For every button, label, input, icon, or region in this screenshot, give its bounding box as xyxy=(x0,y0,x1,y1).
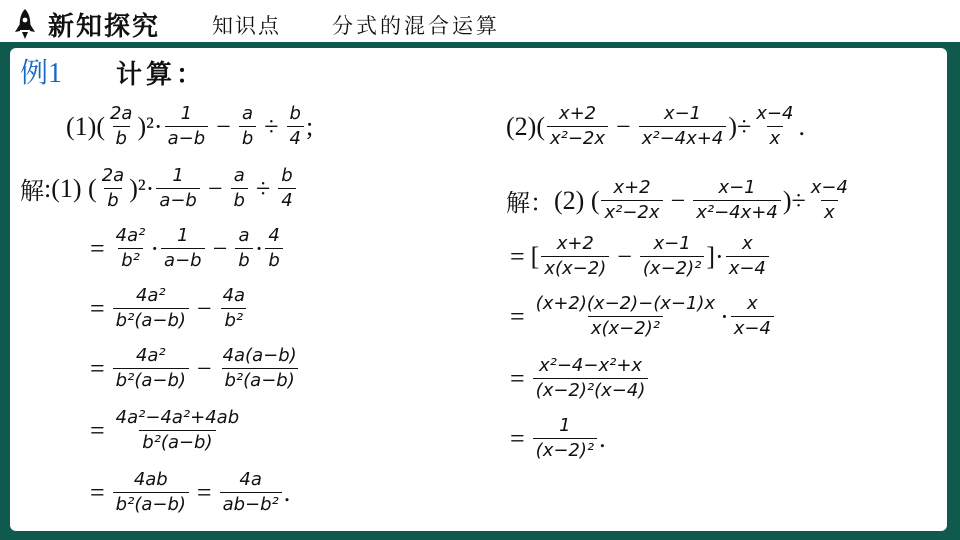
solution-1-step-5: = $\frac{\text{4a²−4a²+4ab}}{\text{b²(a−b)}}$ xyxy=(90,407,240,453)
solution-1-step-4: = $\frac{\text{4a²}}{\text{b²(a−b)}}$ − $\frac{4a(a-b)}{\text{b²(a−b)}}$ xyxy=(90,345,297,391)
header-bar xyxy=(0,0,960,46)
section-title: 新知探究 xyxy=(48,12,161,42)
content-panel xyxy=(10,48,947,531)
solution-1-step-2: = $\frac{\text{4a²}}{\text{b²}}$ · $\frac{1}{a-b}$ − $\frac{a}{b}$ · $\frac{4}{b}$ xyxy=(84,226,285,271)
problem-2: (2)( $\frac{x+2}{\text{x²−2x}}$ − $\frac{x-1}{\text{x²−4x+4}}$ )÷ $\frac{x-4}{x}$ . xyxy=(506,103,805,149)
rocket-icon xyxy=(12,8,38,40)
section-subtitle: 知识点 xyxy=(212,14,281,38)
solution-1-step-3: = $\frac{\text{4a²}}{\text{b²(a−b)}}$ − $\frac{4a}{\text{b²}}$ xyxy=(90,285,246,331)
solution-2-step-2: = [ $\frac{x+2}{x(x-2)}$ − $\frac{x-1}{\text{(x−2)²}}$ ]· $\frac{x}{x-4}$ xyxy=(504,234,771,279)
example-label: 例1 xyxy=(20,58,63,89)
header-divider xyxy=(0,42,960,46)
solution-2-step-3: = $\frac{(x+2)(x-2)-(x-1)x}{\text{x(x−2)²}}$ · $\frac{x}{x-4}$ xyxy=(504,294,776,339)
solution-1-step-1: 解 :(1) ( $\frac{2a}{b}$ )²· $\frac{1}{a-b}$ − $\frac{a}{b}$ ÷ $\frac{b}{4}$ xyxy=(20,166,298,211)
solution-1-step-6: = $\frac{4ab}{\text{b²(a−b)}}$ = $\frac{4a}{\text{ab−b²}}$ . xyxy=(90,469,291,515)
task-label: 计算： xyxy=(116,60,207,90)
solution-2-step-5: = $\frac{1}{\text{(x−2)²}}$ . xyxy=(510,415,606,461)
solution-2-step-4: = $\frac{\text{x²−4−x²+x}}{\text{(x−2)²(x−4)}}$ xyxy=(504,356,650,401)
problem-1: (1)( $\frac{2a}{b}$ )²· $\frac{1}{a-b}$ − $\frac{a}{b}$ ÷ $\frac{b}{4}$ ; xyxy=(66,103,314,149)
topic-title: 分式的混合运算 xyxy=(332,14,500,38)
solution-2-step-1: 解： (2) ( $\frac{x+2}{\text{x²−2x}}$ − $\frac{x-1}{\text{x²−4x+4}}$ )÷ $\frac{x-4}{x}$ xyxy=(506,177,848,223)
